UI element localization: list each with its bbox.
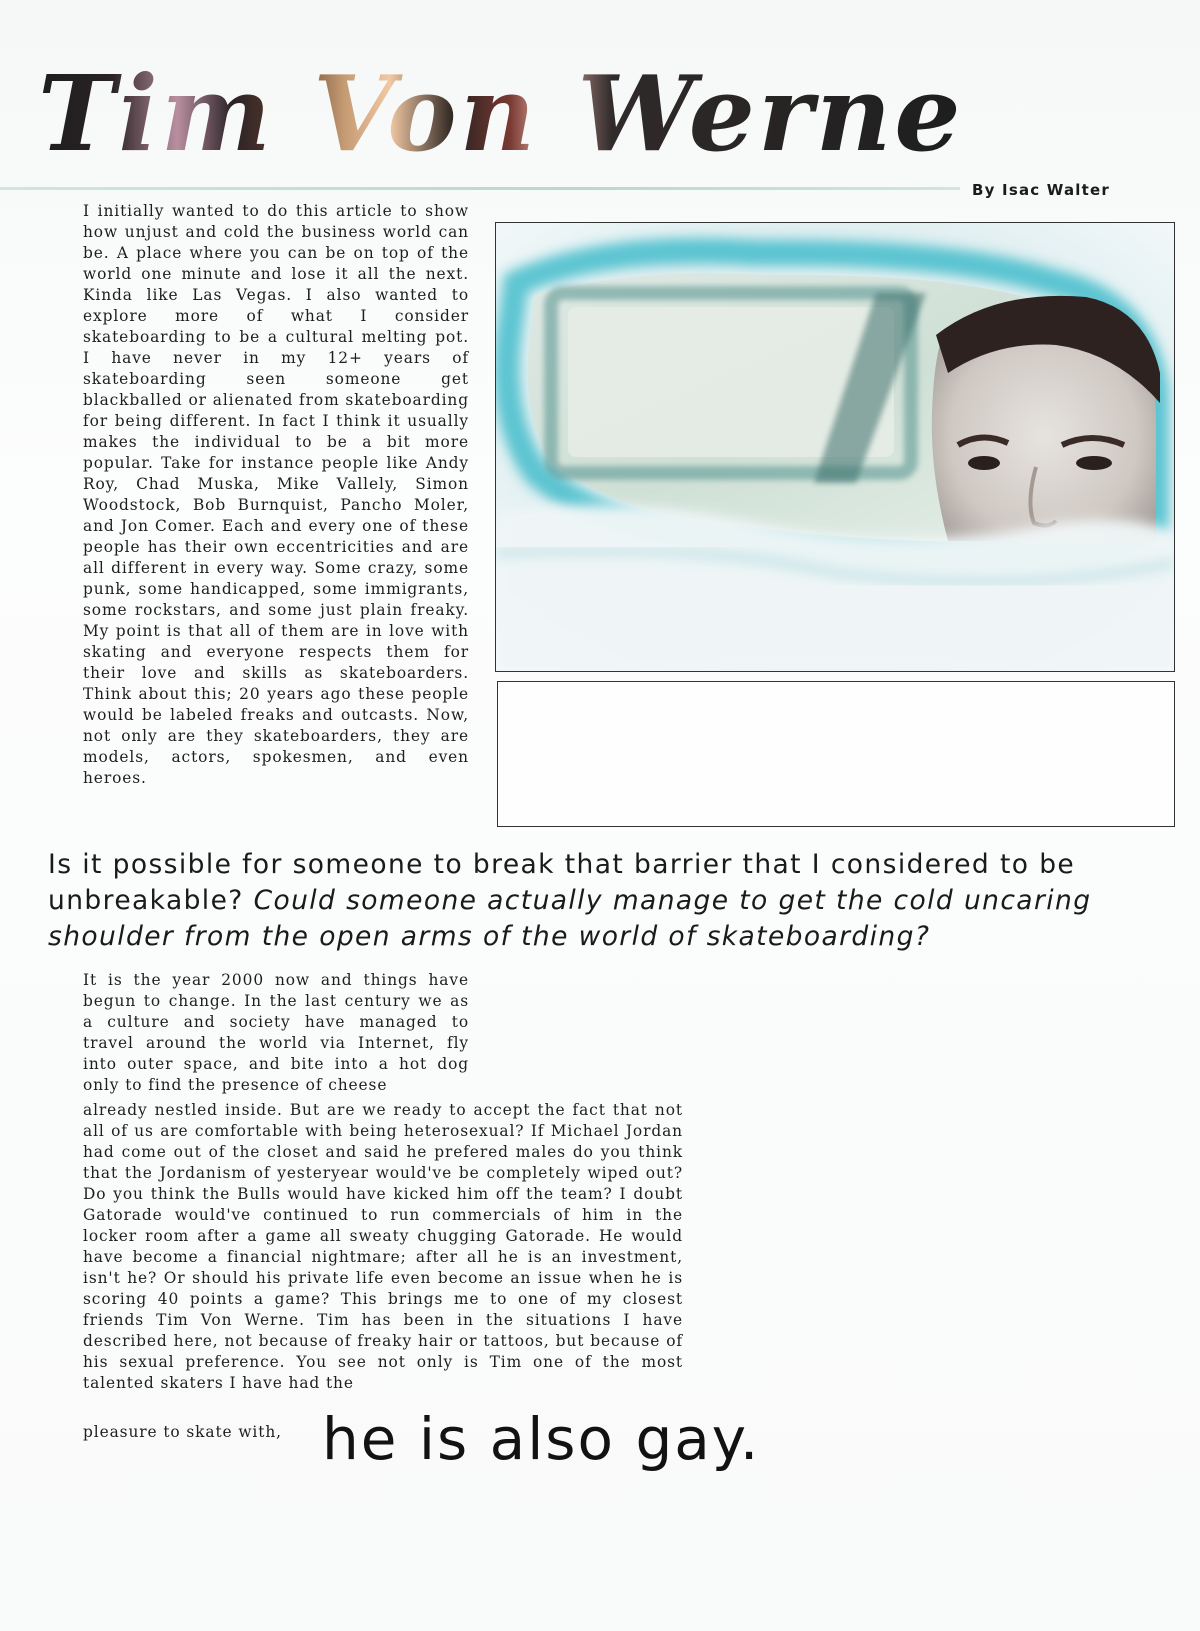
pull-quote-lead: Is it possible for someone to break that barrier that I considered to be unbreakable?	[48, 849, 1076, 916]
photo-caption-box	[497, 681, 1175, 827]
pull-quote	[48, 847, 1168, 955]
car-mirror-photo	[496, 223, 1174, 671]
body-tail-text: pleasure to skate with,	[83, 1423, 282, 1441]
body-column-intro: I initially wanted to do this article to show how unjust and cold the business world can be. A place where you can be on top of the world one minute and lose it all the next. Kinda like Las Vegas. I also wanted to explore more of what I consider skateboarding to be a cultural melting pot. I have never in my 12+ years of skateboarding seen someone get blackballed or alienated from skateboarding for being different. In fact I think it usually makes the individual to be a bit more popular. Take for instance people like Andy Roy, Chad Muska, Mike Vallely, Simon Woodstock, Bob Burnquist, Pancho Moler, and Jon Comer. Each and every one of these people has their own eccentricities and are all different in every way. Some crazy, some punk, some handicapped, some immigrants, some rockstars, and some just plain freaky. My point is that all of them are in love with skating and everyone respects them for their love and skills as skateboarders. Think about this; 20 years ago these people would be labeled freaks and outcasts. Now, not only are they skateboarders, they are models, actors, spokesmen, and even heroes.	[83, 202, 469, 787]
closing-statement: he is also gay.	[322, 1405, 761, 1473]
title-rule	[0, 187, 960, 190]
article-title: Tim Von Werne	[38, 52, 964, 175]
article-photo	[495, 222, 1175, 672]
byline: By Isac Walter	[972, 181, 1110, 199]
body-column-second: It is the year 2000 now and things have begun to change. In the last century we as a culture and society have managed to travel around the world via Internet, fly into outer space, and bite into a hot dog only to find the presence of cheese	[83, 971, 469, 1094]
body-column-third: already nestled inside. But are we ready to accept the fact that not all of us are comfortable with being heterosexual? If Michael Jordan had come out of the closet and said he prefered males do you think that the Jordanism of yesteryear would've be completely wiped out? Do you think the Bulls would have kicked him off the team? I doubt Gatorade would've continued to run commercials of him in the locker room after a game all sweaty chugging Gatorade. He would have become a financial nightmare; after all he is an investment, isn't he? Or should his private life even become an issue when he is scoring 40 points a game? This brings me to one of my closest friends Tim Von Werne. Tim has been in the situations I have described here, not because of freaky hair or tattoos, but because of his sexual preference. You see not only is Tim one of the most talented skaters I have had the	[83, 1101, 683, 1392]
pull-quote-italic: Could someone actually manage to get the cold uncaring shoulder from the open arms of the world of skateboarding?	[48, 885, 1092, 952]
